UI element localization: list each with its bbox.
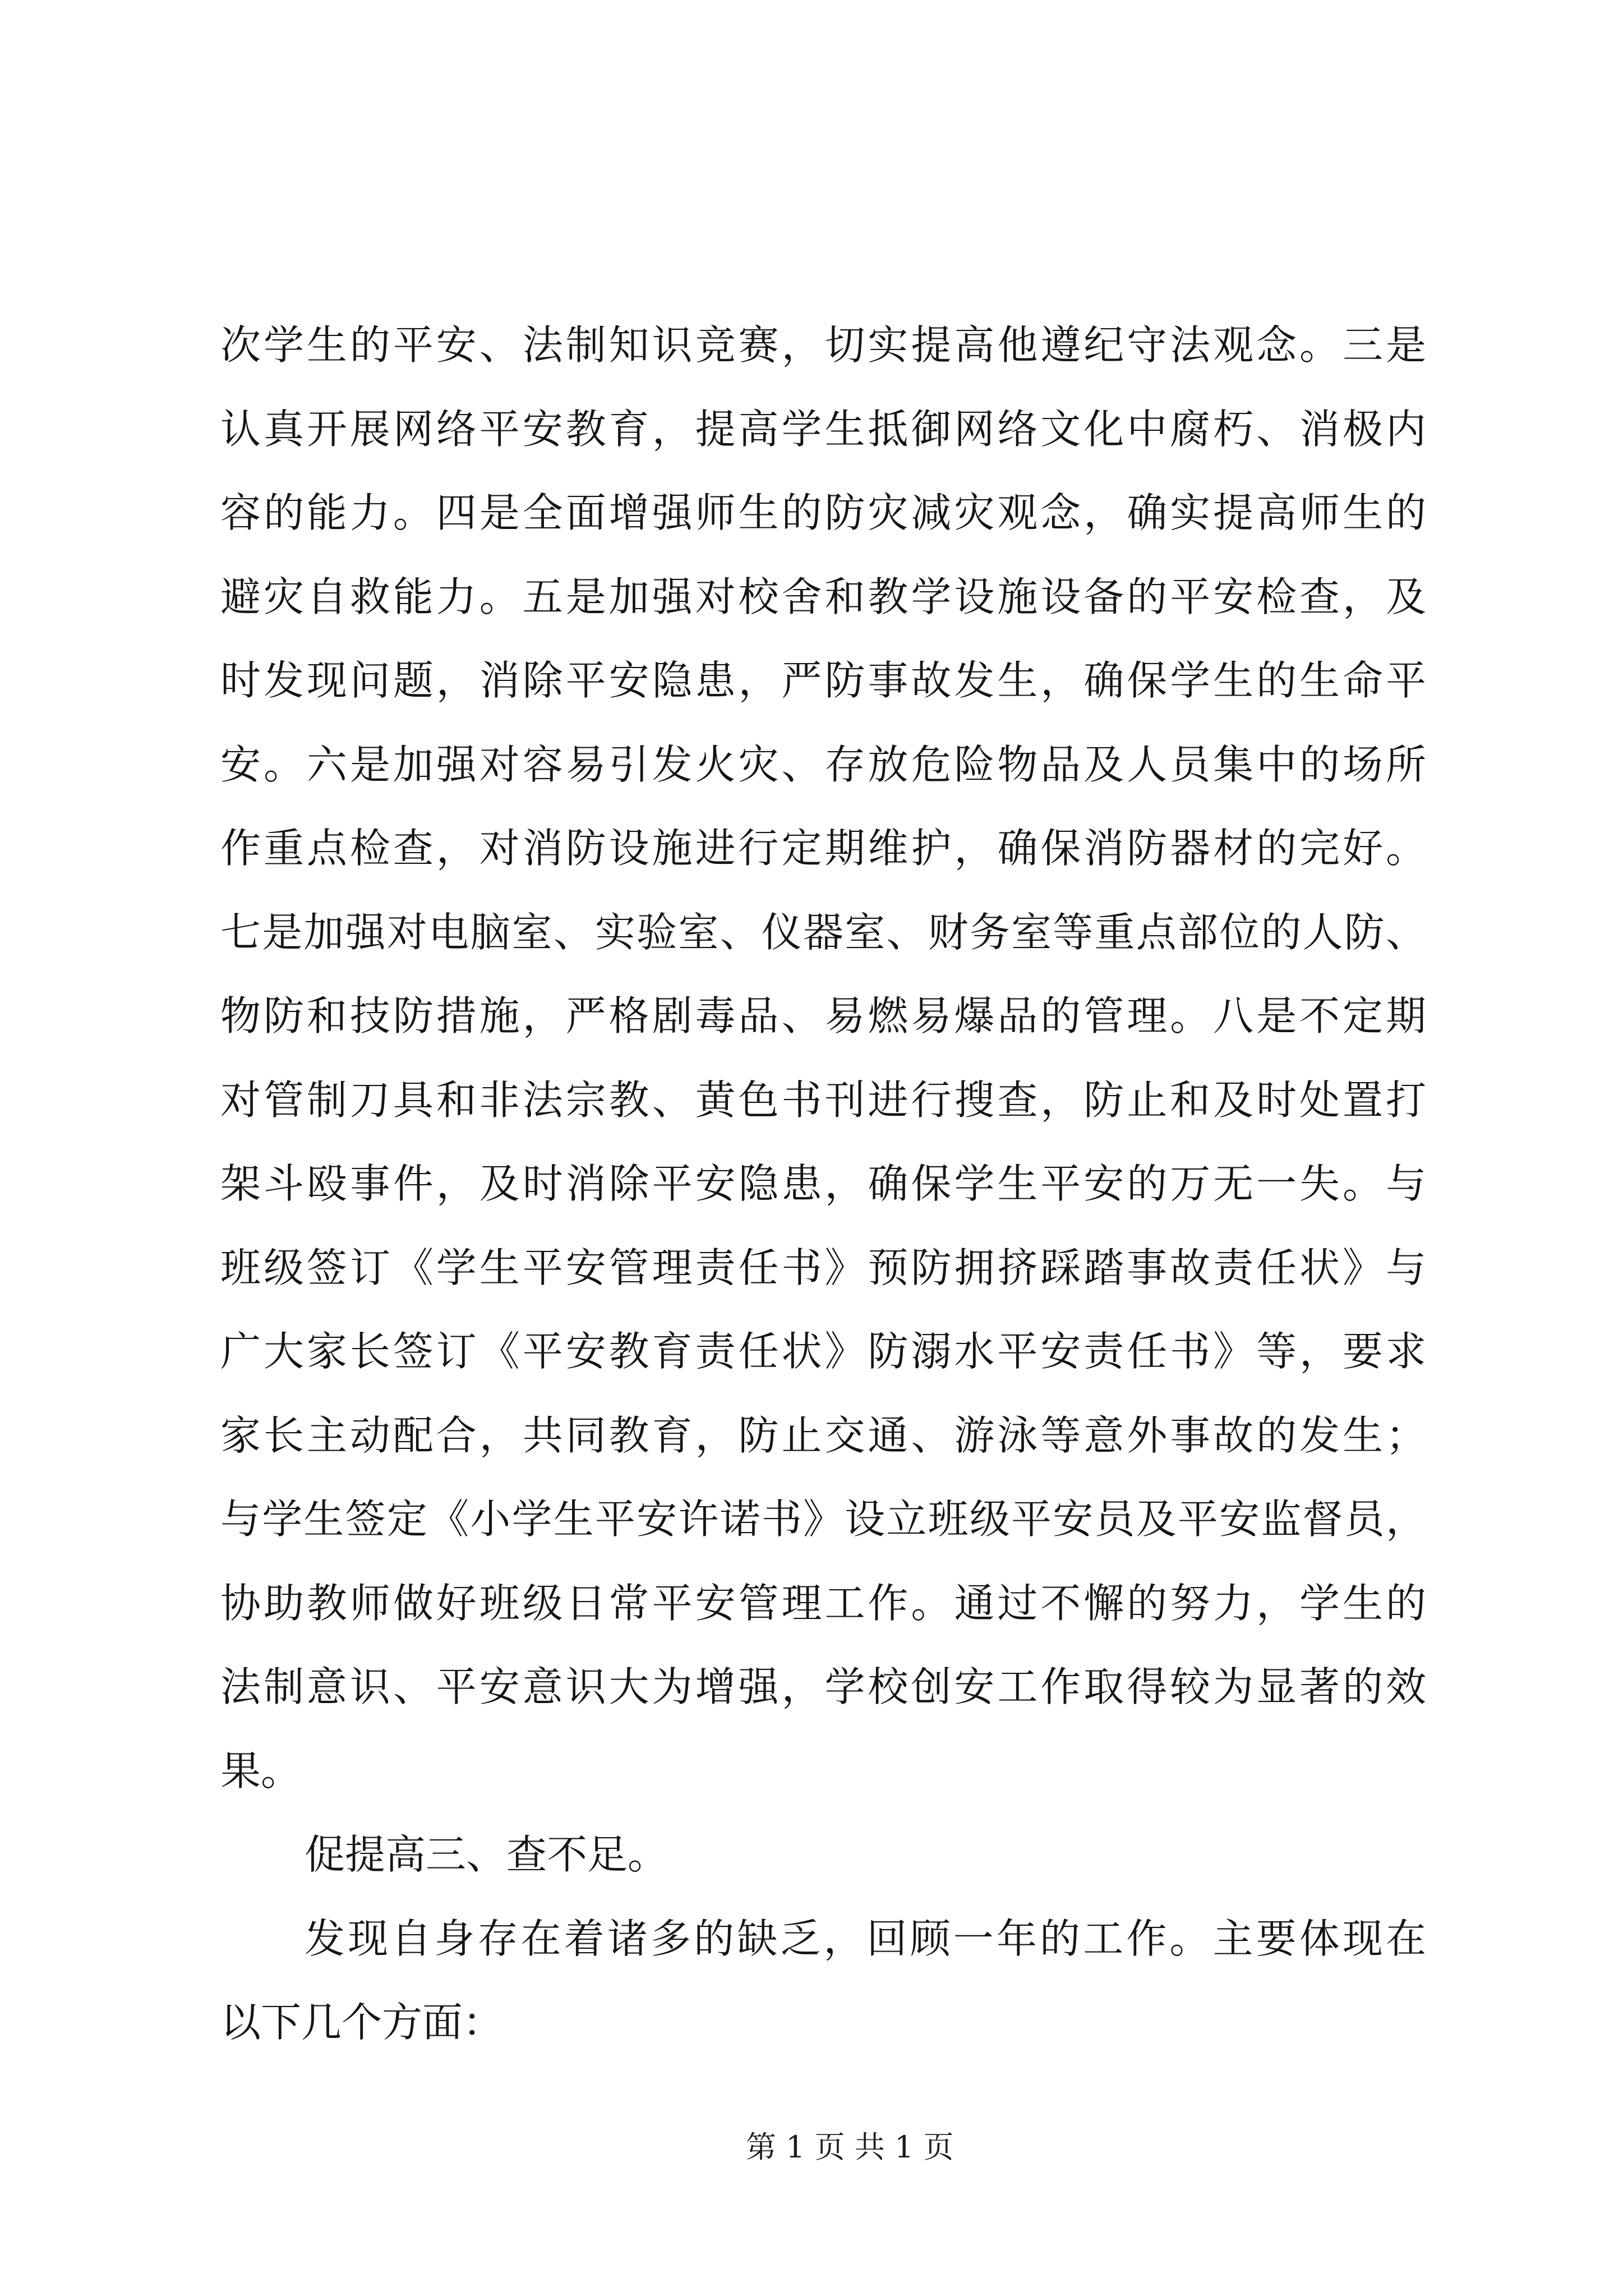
text-line: 物防和技防措施，严格剧毒品、易燃易爆品的管理。八是不定期 — [220, 992, 1426, 1039]
text-line: 认真开展网络平安教育，提高学生抵御网络文化中腐朽、消极内 — [220, 405, 1426, 453]
text-line: 广大家长签订《平安教育责任状》防溺水平安责任书》等，要求 — [220, 1328, 1426, 1375]
text-line: 果。 — [220, 1747, 302, 1795]
text-line: 次学生的平安、法制知识竞赛，切实提高他遵纪守法观念。三是 — [220, 321, 1426, 369]
section-heading: 促提高三、查不足。 — [305, 1831, 668, 1878]
text-line: 时发现问题，消除平安隐患，严防事故发生，确保学生的生命平 — [220, 657, 1426, 704]
text-line: 家长主动配合，共同教育，防止交通、游泳等意外事故的发生； — [220, 1411, 1426, 1459]
text-line: 七是加强对电脑室、实验室、仪器室、财务室等重点部位的人防、 — [220, 908, 1426, 956]
text-line: 架斗殴事件，及时消除平安隐患，确保学生平安的万无一失。与 — [220, 1160, 1426, 1207]
text-line: 安。六是加强对容易引发火灾、存放危险物品及人员集中的场所 — [220, 740, 1426, 788]
text-line: 协助教师做好班级日常平安管理工作。通过不懈的努力，学生的 — [220, 1579, 1426, 1627]
text-line: 避灾自救能力。五是加强对校舍和教学设施设备的平安检查，及 — [220, 573, 1426, 620]
text-line: 以下几个方面： — [220, 1999, 504, 2046]
text-line: 班级签订《学生平安管理责任书》预防拥挤踩踏事故责任状》与 — [220, 1244, 1426, 1291]
text-line: 容的能力。四是全面增强师生的防灾减灾观念，确实提高师生的 — [220, 489, 1426, 536]
text-line: 作重点检查，对消防设施进行定期维护，确保消防器材的完好。 — [220, 825, 1426, 872]
text-line: 发现自身存在着诸多的缺乏，回顾一年的工作。主要体现在 — [305, 1915, 1426, 1962]
text-line: 与学生签定《小学生平安许诺书》设立班级平安员及平安监督员， — [220, 1496, 1426, 1543]
document-body — [220, 303, 1426, 2065]
page-number-footer: 第 1 页 共 1 页 — [746, 2129, 954, 2165]
text-line: 法制意识、平安意识大为增强，学校创安工作取得较为显著的效 — [220, 1663, 1426, 1710]
text-line: 对管制刀具和非法宗教、黄色书刊进行搜查，防止和及时处置打 — [220, 1076, 1426, 1124]
